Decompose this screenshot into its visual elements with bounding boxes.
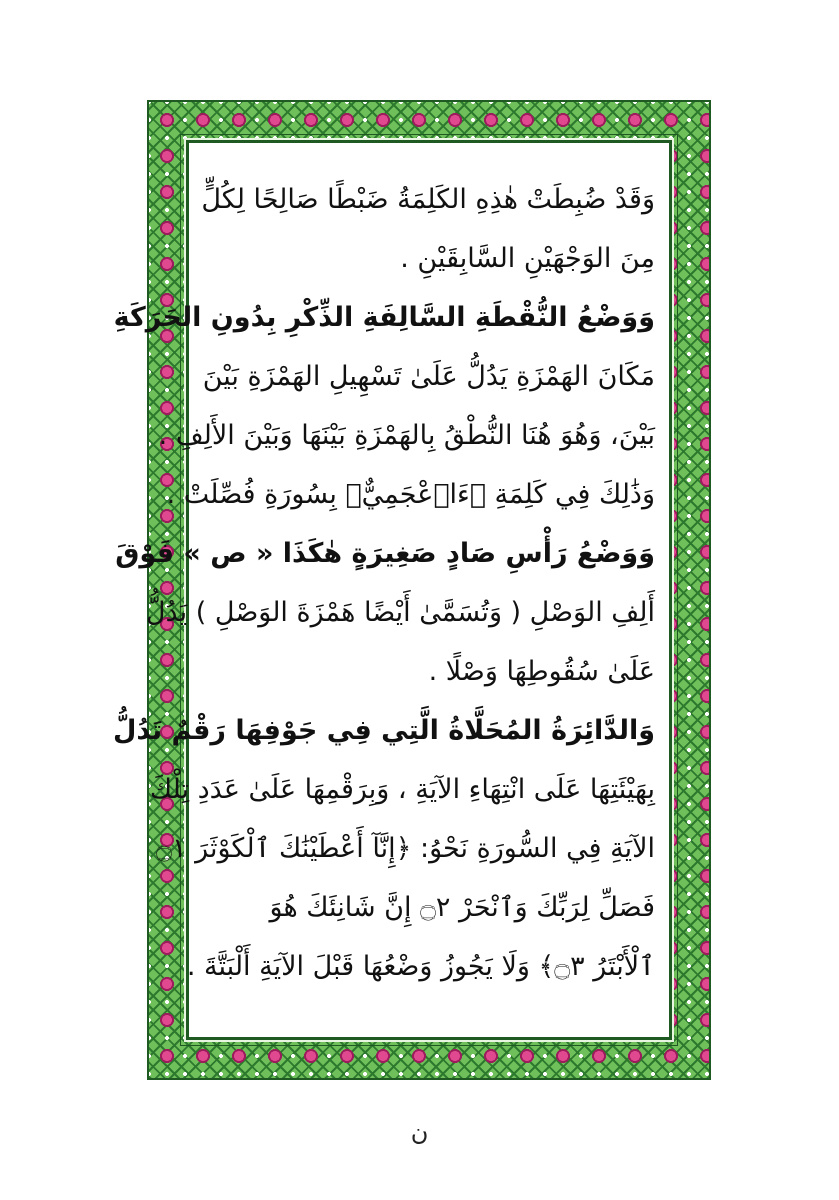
- text-line: مَكَانَ الهَمْزَةِ يَدُلُّ عَلَىٰ تَسْهِيلِ الهَمْزَةِ بَيْنَ: [202, 361, 655, 392]
- text-line: فَصَلِّ لِرَبِّكَ وَٱنْحَرْ ۝٢ إِنَّ شَانِئَكَ هُوَ: [269, 892, 655, 923]
- text-line: ٱلْأَبْتَرُ ۝٣﴾ وَلَا يَجُوزُ وَضْعُهَا قَبْلَ الآيَةِ أَلْبَتَّةَ .: [186, 951, 655, 982]
- text-line: بِهَيْئَتِهَا عَلَى انْتِهَاءِ الآيَةِ ، وَبِرَقْمِهَا عَلَىٰ عَدَدِ تِلْكَ: [149, 774, 655, 805]
- text-body: [112, 170, 655, 996]
- text-line: أَلِفِ الوَصْلِ ( وَتُسَمَّىٰ أَيْضًا هَمْزَةَ الوَصْلِ ) يَدُلُّ: [145, 597, 655, 628]
- text-line: بَيْنَ، وَهُوَ هُنَا النُّطْقُ بِالهَمْزَةِ بَيْنَهَا وَبَيْنَ الأَلِفِ .: [158, 420, 655, 451]
- text-line: وَقَدْ ضُبِطَتْ هٰذِهِ الكَلِمَةُ ضَبْطًا صَالِحًا لِكُلٍّ: [201, 184, 655, 215]
- text-line: وَالدَّائِرَةُ المُحَلَّاةُ الَّتِي فِي جَوْفِهَا رَقْمٌ تَدُلُّ: [112, 715, 655, 746]
- text-line: عَلَىٰ سُقُوطِهَا وَصْلًا .: [428, 656, 655, 687]
- text-line: وَوَضْعُ النُّقْطَةِ السَّالِفَةِ الذِّكْرِ بِدُونِ الحَرَكَةِ: [113, 302, 655, 333]
- text-line: وَذَٰلِكَ فِي كَلِمَةِ ﴿ءَا۬عْجَمِيٌّ﴾ بِسُورَةِ فُصِّلَتْ .: [166, 479, 655, 510]
- text-line: مِنَ الوَجْهَيْنِ السَّابِقَيْنِ .: [400, 243, 655, 274]
- text-line: الآيَةِ فِي السُّورَةِ نَحْوُ: ﴿إِنَّآ أَعْطَيْنَٰكَ ٱلْكَوْثَرَ ۝١: [156, 833, 655, 864]
- page-number: ن: [410, 1118, 429, 1146]
- text-line: وَوَضْعُ رَأْسِ صَادٍ صَغِيرَةٍ هٰكَذَا « ص » فَوْقَ: [115, 538, 655, 569]
